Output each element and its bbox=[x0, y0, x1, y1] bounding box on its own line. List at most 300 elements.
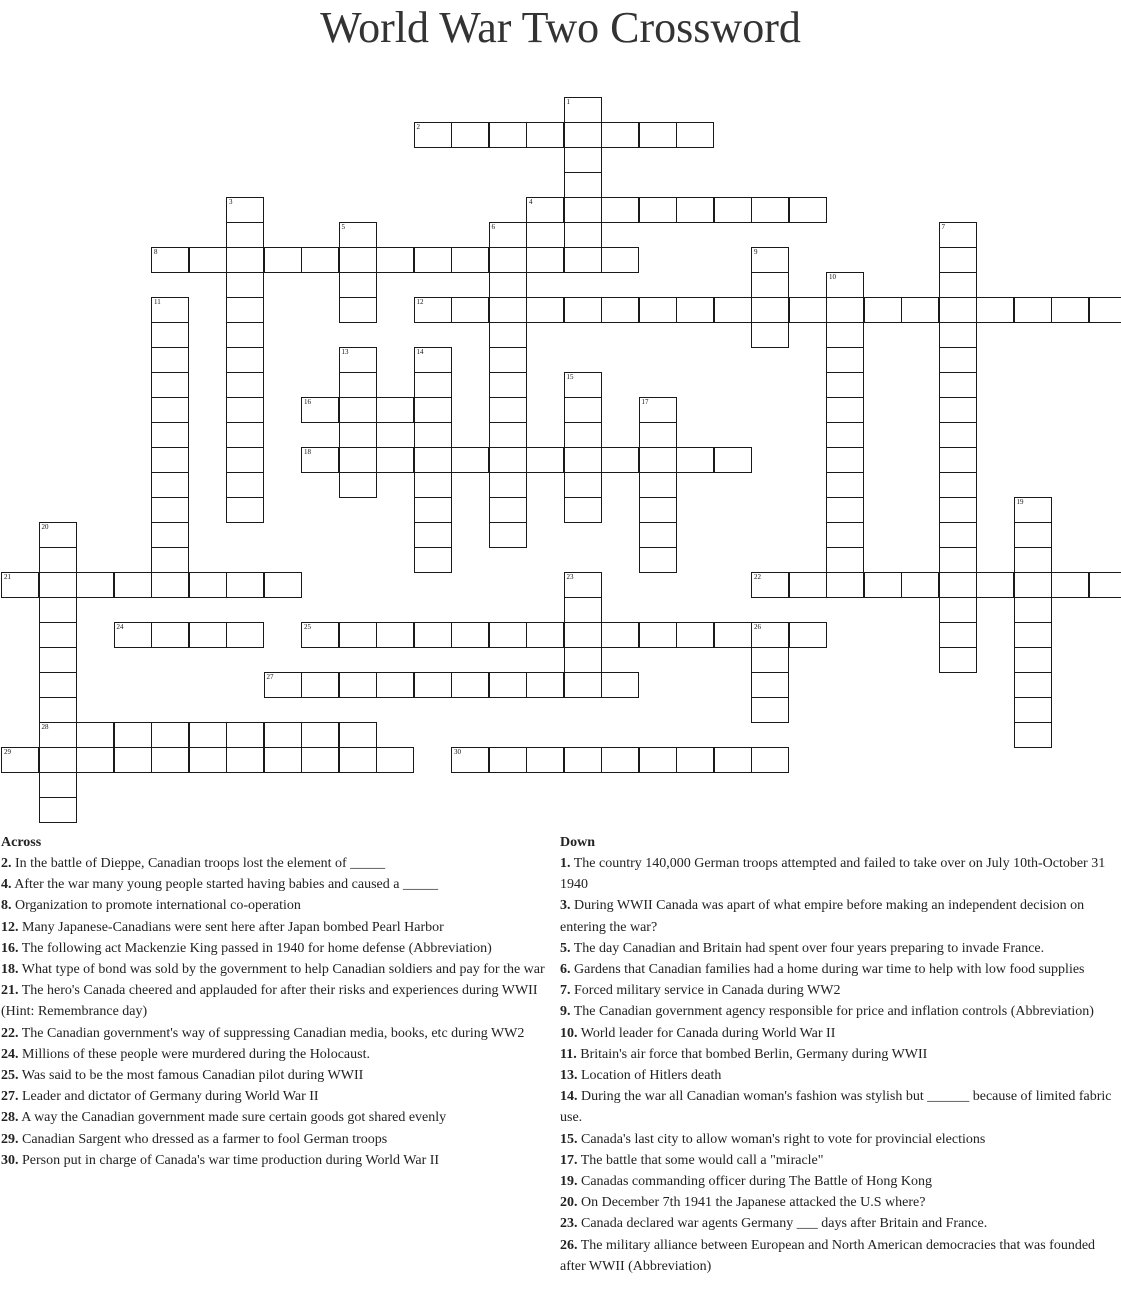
clue-item bbox=[1, 1044, 557, 1065]
grid-cell[interactable] bbox=[939, 247, 977, 273]
grid-cell[interactable] bbox=[39, 547, 77, 573]
grid-cell[interactable] bbox=[114, 622, 152, 648]
grid-cell[interactable] bbox=[939, 597, 977, 623]
clue-number: 21 bbox=[4, 573, 11, 581]
grid-cell[interactable] bbox=[826, 547, 864, 573]
grid-cell[interactable] bbox=[564, 97, 602, 123]
grid-cell[interactable] bbox=[226, 372, 264, 398]
grid-cell[interactable] bbox=[526, 622, 564, 648]
grid-cell[interactable] bbox=[189, 572, 227, 598]
clue-num: 15. bbox=[560, 1131, 578, 1147]
grid-cell[interactable] bbox=[376, 397, 414, 423]
clue-text: Canada declared war agents Germany ___ days after Britain and France. bbox=[577, 1216, 988, 1232]
grid-cell[interactable] bbox=[339, 672, 377, 698]
grid-cell[interactable] bbox=[339, 397, 377, 423]
grid-cell[interactable] bbox=[751, 247, 789, 273]
grid-cell[interactable] bbox=[151, 372, 189, 398]
grid-cell[interactable] bbox=[676, 197, 714, 223]
grid-cell[interactable] bbox=[489, 497, 527, 523]
grid-cell[interactable] bbox=[564, 447, 602, 473]
grid-cell[interactable] bbox=[1014, 547, 1052, 573]
grid-cell[interactable] bbox=[639, 297, 677, 323]
grid-cell[interactable] bbox=[564, 647, 602, 673]
grid-cell[interactable] bbox=[826, 447, 864, 473]
grid-cell[interactable] bbox=[1014, 672, 1052, 698]
grid-cell[interactable] bbox=[339, 622, 377, 648]
grid-cell[interactable] bbox=[564, 472, 602, 498]
grid-cell[interactable] bbox=[789, 622, 827, 648]
grid-cell[interactable] bbox=[226, 247, 264, 273]
grid-cell[interactable] bbox=[414, 372, 452, 398]
clue-item bbox=[1, 895, 557, 916]
grid-cell[interactable] bbox=[601, 247, 639, 273]
grid-cell[interactable] bbox=[826, 397, 864, 423]
grid-cell[interactable] bbox=[639, 522, 677, 548]
grid-cell[interactable] bbox=[376, 747, 414, 773]
grid-cell[interactable] bbox=[826, 297, 864, 323]
grid-cell[interactable] bbox=[414, 297, 452, 323]
grid-cell[interactable] bbox=[564, 222, 602, 248]
grid-cell[interactable] bbox=[39, 597, 77, 623]
grid-cell[interactable] bbox=[414, 547, 452, 573]
clue-number: 22 bbox=[754, 573, 761, 581]
grid-cell[interactable] bbox=[489, 397, 527, 423]
grid-cell[interactable] bbox=[939, 272, 977, 298]
grid-cell[interactable] bbox=[489, 272, 527, 298]
grid-cell[interactable] bbox=[264, 247, 302, 273]
grid-cell[interactable] bbox=[714, 622, 752, 648]
grid-cell[interactable] bbox=[226, 322, 264, 348]
grid-cell[interactable] bbox=[1014, 597, 1052, 623]
grid-cell[interactable] bbox=[1014, 297, 1052, 323]
grid-cell[interactable] bbox=[564, 122, 602, 148]
grid-cell[interactable] bbox=[676, 297, 714, 323]
grid-cell[interactable] bbox=[339, 247, 377, 273]
grid-cell[interactable] bbox=[151, 297, 189, 323]
grid-cell[interactable] bbox=[939, 322, 977, 348]
grid-cell[interactable] bbox=[789, 572, 827, 598]
grid-cell[interactable] bbox=[489, 122, 527, 148]
grid-cell[interactable] bbox=[39, 697, 77, 723]
clue-text: The military alliance between European and North American democracies that was founded after WWII (Abbreviation) bbox=[560, 1237, 1096, 1274]
grid-cell[interactable] bbox=[1014, 647, 1052, 673]
grid-cell[interactable] bbox=[264, 572, 302, 598]
grid-cell[interactable] bbox=[751, 272, 789, 298]
clue-number: 14 bbox=[416, 348, 424, 356]
grid-cell[interactable] bbox=[939, 572, 977, 598]
grid-cell[interactable] bbox=[1014, 622, 1052, 648]
grid-cell[interactable] bbox=[751, 672, 789, 698]
grid-cell[interactable] bbox=[264, 747, 302, 773]
grid-cell[interactable] bbox=[751, 697, 789, 723]
grid-cell[interactable] bbox=[151, 522, 189, 548]
clue-text: The following act Mackenzie King passed in 1940 for home defense (Abbreviation) bbox=[18, 940, 492, 956]
clue-number: 4 bbox=[529, 198, 533, 206]
grid-cell[interactable] bbox=[414, 622, 452, 648]
grid-cell[interactable] bbox=[564, 747, 602, 773]
clue-number: 29 bbox=[4, 748, 11, 756]
grid-cell[interactable] bbox=[301, 397, 339, 423]
grid-cell[interactable] bbox=[489, 472, 527, 498]
grid-cell[interactable] bbox=[526, 747, 564, 773]
clue-number: 27 bbox=[266, 673, 274, 681]
grid-cell[interactable] bbox=[751, 747, 789, 773]
grid-cell[interactable] bbox=[639, 547, 677, 573]
grid-cell[interactable] bbox=[601, 672, 639, 698]
grid-cell[interactable] bbox=[639, 447, 677, 473]
grid-cell[interactable] bbox=[414, 347, 452, 373]
grid-cell[interactable] bbox=[226, 747, 264, 773]
grid-cell[interactable] bbox=[151, 572, 189, 598]
grid-cell[interactable] bbox=[601, 197, 639, 223]
grid-cell[interactable] bbox=[76, 572, 114, 598]
clue-item bbox=[560, 1001, 1120, 1022]
grid-cell[interactable] bbox=[939, 472, 977, 498]
grid-cell[interactable] bbox=[826, 372, 864, 398]
grid-cell[interactable] bbox=[39, 672, 77, 698]
grid-cell[interactable] bbox=[339, 347, 377, 373]
grid-cell[interactable] bbox=[376, 447, 414, 473]
grid-cell[interactable] bbox=[451, 247, 489, 273]
grid-cell[interactable] bbox=[39, 572, 77, 598]
grid-cell[interactable] bbox=[339, 722, 377, 748]
grid-cell[interactable] bbox=[526, 197, 564, 223]
clue-text: Millions of these people were murdered during the Holocaust. bbox=[18, 1046, 370, 1062]
grid-cell[interactable] bbox=[301, 672, 339, 698]
grid-cell[interactable] bbox=[639, 472, 677, 498]
grid-cell[interactable] bbox=[526, 247, 564, 273]
grid-cell[interactable] bbox=[76, 747, 114, 773]
grid-cell[interactable] bbox=[114, 572, 152, 598]
grid-cell[interactable] bbox=[451, 672, 489, 698]
clue-num: 14. bbox=[560, 1089, 578, 1105]
clue-text: What type of bond was sold by the government to help Canadian soldiers and pay for the war bbox=[18, 962, 545, 978]
grid-cell[interactable] bbox=[226, 272, 264, 298]
grid-cell[interactable] bbox=[76, 722, 114, 748]
grid-cell[interactable] bbox=[751, 572, 789, 598]
grid-cell[interactable] bbox=[676, 622, 714, 648]
clue-text: Canada's last city to allow woman's right to vote for provincial elections bbox=[577, 1131, 986, 1147]
grid-cell[interactable] bbox=[639, 397, 677, 423]
grid-cell[interactable] bbox=[826, 522, 864, 548]
grid-cell[interactable] bbox=[1014, 722, 1052, 748]
grid-cell[interactable] bbox=[451, 622, 489, 648]
grid-cell[interactable] bbox=[564, 622, 602, 648]
grid-cell[interactable] bbox=[526, 297, 564, 323]
grid-cell[interactable] bbox=[676, 747, 714, 773]
grid-cell[interactable] bbox=[601, 297, 639, 323]
grid-cell[interactable] bbox=[301, 622, 339, 648]
grid-cell[interactable] bbox=[39, 747, 77, 773]
grid-cell[interactable] bbox=[564, 297, 602, 323]
grid-cell[interactable] bbox=[714, 447, 752, 473]
grid-cell[interactable] bbox=[489, 622, 527, 648]
grid-cell[interactable] bbox=[39, 647, 77, 673]
grid-cell[interactable] bbox=[564, 597, 602, 623]
grid-cell[interactable] bbox=[151, 747, 189, 773]
grid-cell[interactable] bbox=[414, 447, 452, 473]
grid-cell[interactable] bbox=[226, 472, 264, 498]
grid-cell[interactable] bbox=[301, 247, 339, 273]
grid-cell[interactable] bbox=[601, 622, 639, 648]
grid-cell[interactable] bbox=[1051, 297, 1089, 323]
grid-cell[interactable] bbox=[751, 297, 789, 323]
grid-cell[interactable] bbox=[714, 747, 752, 773]
grid-cell[interactable] bbox=[226, 497, 264, 523]
grid-cell[interactable] bbox=[339, 747, 377, 773]
grid-cell[interactable] bbox=[639, 197, 677, 223]
grid-cell[interactable] bbox=[864, 572, 902, 598]
grid-cell[interactable] bbox=[564, 397, 602, 423]
grid-cell[interactable] bbox=[264, 672, 302, 698]
clue-item bbox=[560, 1213, 1120, 1234]
clue-text: Leader and dictator of Germany during World War II bbox=[18, 1089, 319, 1105]
grid-cell[interactable] bbox=[639, 622, 677, 648]
grid-cell[interactable] bbox=[39, 797, 77, 823]
grid-cell[interactable] bbox=[226, 572, 264, 598]
clue-num: 1. bbox=[560, 856, 571, 871]
grid-cell[interactable] bbox=[1014, 497, 1052, 523]
grid-cell[interactable] bbox=[939, 422, 977, 448]
grid-cell[interactable] bbox=[151, 397, 189, 423]
grid-cell[interactable] bbox=[826, 472, 864, 498]
grid-cell[interactable] bbox=[414, 422, 452, 448]
grid-cell[interactable] bbox=[939, 222, 977, 248]
grid-cell[interactable] bbox=[151, 322, 189, 348]
grid-cell[interactable] bbox=[414, 672, 452, 698]
grid-cell[interactable] bbox=[564, 197, 602, 223]
grid-cell[interactable] bbox=[639, 422, 677, 448]
grid-cell[interactable] bbox=[564, 372, 602, 398]
grid-cell[interactable] bbox=[714, 297, 752, 323]
grid-cell[interactable] bbox=[676, 122, 714, 148]
grid-cell[interactable] bbox=[489, 447, 527, 473]
grid-cell[interactable] bbox=[451, 747, 489, 773]
grid-cell[interactable] bbox=[676, 447, 714, 473]
grid-cell[interactable] bbox=[226, 447, 264, 473]
clue-text: During WWII Canada was apart of what empire before making an independent decision on entering the war? bbox=[560, 898, 1085, 935]
grid-cell[interactable] bbox=[639, 497, 677, 523]
grid-cell[interactable] bbox=[789, 197, 827, 223]
clue-number: 26 bbox=[754, 623, 761, 631]
clue-num: 23. bbox=[560, 1216, 578, 1232]
grid-cell[interactable] bbox=[226, 297, 264, 323]
grid-cell[interactable] bbox=[39, 522, 77, 548]
grid-cell[interactable] bbox=[301, 722, 339, 748]
grid-cell[interactable] bbox=[564, 572, 602, 598]
grid-cell[interactable] bbox=[451, 447, 489, 473]
grid-cell[interactable] bbox=[601, 447, 639, 473]
grid-cell[interactable] bbox=[489, 322, 527, 348]
grid-cell[interactable] bbox=[526, 122, 564, 148]
grid-cell[interactable] bbox=[151, 547, 189, 573]
clue-item bbox=[560, 1129, 1120, 1150]
grid-cell[interactable] bbox=[151, 722, 189, 748]
grid-cell[interactable] bbox=[489, 247, 527, 273]
grid-cell[interactable] bbox=[339, 472, 377, 498]
grid-cell[interactable] bbox=[939, 297, 977, 323]
grid-cell[interactable] bbox=[151, 347, 189, 373]
clue-text: Person put in charge of Canada's war time production during World War II bbox=[18, 1152, 440, 1168]
grid-cell[interactable] bbox=[564, 247, 602, 273]
grid-cell[interactable] bbox=[226, 422, 264, 448]
down-heading: Down bbox=[560, 835, 596, 850]
grid-cell[interactable] bbox=[489, 372, 527, 398]
grid-cell[interactable] bbox=[1051, 572, 1089, 598]
grid-cell[interactable] bbox=[189, 247, 227, 273]
grid-cell[interactable] bbox=[414, 472, 452, 498]
clue-number: 1 bbox=[566, 98, 570, 106]
grid-cell[interactable] bbox=[751, 647, 789, 673]
grid-cell[interactable] bbox=[376, 247, 414, 273]
grid-cell[interactable] bbox=[489, 422, 527, 448]
grid-cell[interactable] bbox=[339, 297, 377, 323]
grid-cell[interactable] bbox=[564, 172, 602, 198]
grid-cell[interactable] bbox=[451, 122, 489, 148]
clue-item bbox=[1, 1129, 557, 1150]
grid-cell[interactable] bbox=[526, 447, 564, 473]
clue-text: Location of Hitlers death bbox=[577, 1068, 722, 1084]
grid-cell[interactable] bbox=[489, 522, 527, 548]
grid-cell[interactable] bbox=[339, 422, 377, 448]
grid-cell[interactable] bbox=[151, 447, 189, 473]
grid-cell[interactable] bbox=[939, 447, 977, 473]
grid-cell[interactable] bbox=[376, 672, 414, 698]
grid-cell[interactable] bbox=[376, 622, 414, 648]
grid-cell[interactable] bbox=[939, 522, 977, 548]
grid-cell[interactable] bbox=[414, 397, 452, 423]
clue-number: 18 bbox=[304, 448, 311, 456]
clue-num: 8. bbox=[1, 898, 12, 914]
clue-number: 6 bbox=[491, 223, 495, 231]
grid-cell[interactable] bbox=[489, 222, 527, 248]
clue-num: 9. bbox=[560, 1004, 571, 1020]
grid-cell[interactable] bbox=[39, 722, 77, 748]
grid-cell[interactable] bbox=[151, 247, 189, 273]
grid-cell[interactable] bbox=[714, 197, 752, 223]
grid-cell[interactable] bbox=[39, 622, 77, 648]
grid-cell[interactable] bbox=[151, 622, 189, 648]
grid-cell[interactable] bbox=[226, 722, 264, 748]
grid-cell[interactable] bbox=[939, 647, 977, 673]
grid-cell[interactable] bbox=[339, 272, 377, 298]
grid-cell[interactable] bbox=[601, 747, 639, 773]
grid-cell[interactable] bbox=[114, 747, 152, 773]
grid-cell[interactable] bbox=[414, 247, 452, 273]
grid-cell[interactable] bbox=[151, 497, 189, 523]
grid-cell[interactable] bbox=[1014, 572, 1052, 598]
grid-cell[interactable] bbox=[639, 122, 677, 148]
clue-item bbox=[1, 917, 557, 938]
grid-cell[interactable] bbox=[301, 447, 339, 473]
grid-cell[interactable] bbox=[751, 322, 789, 348]
grid-cell[interactable] bbox=[1089, 297, 1121, 323]
grid-cell[interactable] bbox=[339, 372, 377, 398]
grid-cell[interactable] bbox=[414, 522, 452, 548]
grid-cell[interactable] bbox=[901, 297, 939, 323]
clue-item bbox=[1, 1023, 557, 1044]
grid-cell[interactable] bbox=[226, 397, 264, 423]
clue-num: 27. bbox=[1, 1089, 19, 1105]
grid-cell[interactable] bbox=[901, 572, 939, 598]
grid-cell[interactable] bbox=[939, 622, 977, 648]
grid-cell[interactable] bbox=[226, 222, 264, 248]
grid-cell[interactable] bbox=[301, 747, 339, 773]
grid-cell[interactable] bbox=[226, 622, 264, 648]
grid-cell[interactable] bbox=[826, 272, 864, 298]
grid-cell[interactable] bbox=[751, 622, 789, 648]
grid-cell[interactable] bbox=[939, 397, 977, 423]
grid-cell[interactable] bbox=[226, 197, 264, 223]
grid-cell[interactable] bbox=[526, 672, 564, 698]
grid-cell[interactable] bbox=[451, 297, 489, 323]
grid-cell[interactable] bbox=[1, 747, 39, 773]
grid-cell[interactable] bbox=[489, 747, 527, 773]
grid-cell[interactable] bbox=[564, 422, 602, 448]
grid-cell[interactable] bbox=[1014, 697, 1052, 723]
grid-cell[interactable] bbox=[414, 497, 452, 523]
grid-cell[interactable] bbox=[264, 722, 302, 748]
grid-cell[interactable] bbox=[339, 447, 377, 473]
clue-item bbox=[560, 1023, 1120, 1044]
grid-cell[interactable] bbox=[189, 722, 227, 748]
grid-cell[interactable] bbox=[39, 772, 77, 798]
grid-cell[interactable] bbox=[939, 347, 977, 373]
clue-num: 26. bbox=[560, 1237, 578, 1253]
grid-cell[interactable] bbox=[564, 497, 602, 523]
grid-cell[interactable] bbox=[939, 372, 977, 398]
grid-cell[interactable] bbox=[864, 297, 902, 323]
clue-text: In the battle of Dieppe, Canadian troops lost the element of _____ bbox=[11, 856, 386, 871]
grid-cell[interactable] bbox=[751, 197, 789, 223]
grid-cell[interactable] bbox=[789, 297, 827, 323]
grid-cell[interactable] bbox=[826, 497, 864, 523]
grid-cell[interactable] bbox=[114, 722, 152, 748]
grid-cell[interactable] bbox=[1014, 522, 1052, 548]
grid-cell[interactable] bbox=[564, 672, 602, 698]
grid-cell[interactable] bbox=[151, 472, 189, 498]
across-clues bbox=[1, 832, 557, 1171]
grid-cell[interactable] bbox=[564, 147, 602, 173]
grid-cell[interactable] bbox=[151, 422, 189, 448]
grid-cell[interactable] bbox=[976, 572, 1014, 598]
grid-cell[interactable] bbox=[339, 222, 377, 248]
grid-cell[interactable] bbox=[601, 122, 639, 148]
grid-cell[interactable] bbox=[189, 747, 227, 773]
grid-cell[interactable] bbox=[1089, 572, 1121, 598]
clue-number: 10 bbox=[829, 273, 836, 281]
grid-cell[interactable] bbox=[489, 297, 527, 323]
clue-text: Canadas commanding officer during The Battle of Hong Kong bbox=[577, 1174, 932, 1190]
grid-cell[interactable] bbox=[826, 347, 864, 373]
grid-cell[interactable] bbox=[939, 497, 977, 523]
grid-cell[interactable] bbox=[489, 672, 527, 698]
grid-cell[interactable] bbox=[639, 747, 677, 773]
grid-cell[interactable] bbox=[826, 422, 864, 448]
grid-cell[interactable] bbox=[976, 297, 1014, 323]
grid-cell[interactable] bbox=[1, 572, 39, 598]
grid-cell[interactable] bbox=[826, 322, 864, 348]
clue-item bbox=[560, 980, 1120, 1001]
grid-cell[interactable] bbox=[414, 122, 452, 148]
grid-cell[interactable] bbox=[826, 572, 864, 598]
clue-num: 17. bbox=[560, 1152, 578, 1168]
grid-cell[interactable] bbox=[489, 347, 527, 373]
grid-cell[interactable] bbox=[939, 547, 977, 573]
clue-item bbox=[1, 980, 557, 1022]
grid-cell[interactable] bbox=[189, 622, 227, 648]
grid-cell[interactable] bbox=[226, 347, 264, 373]
